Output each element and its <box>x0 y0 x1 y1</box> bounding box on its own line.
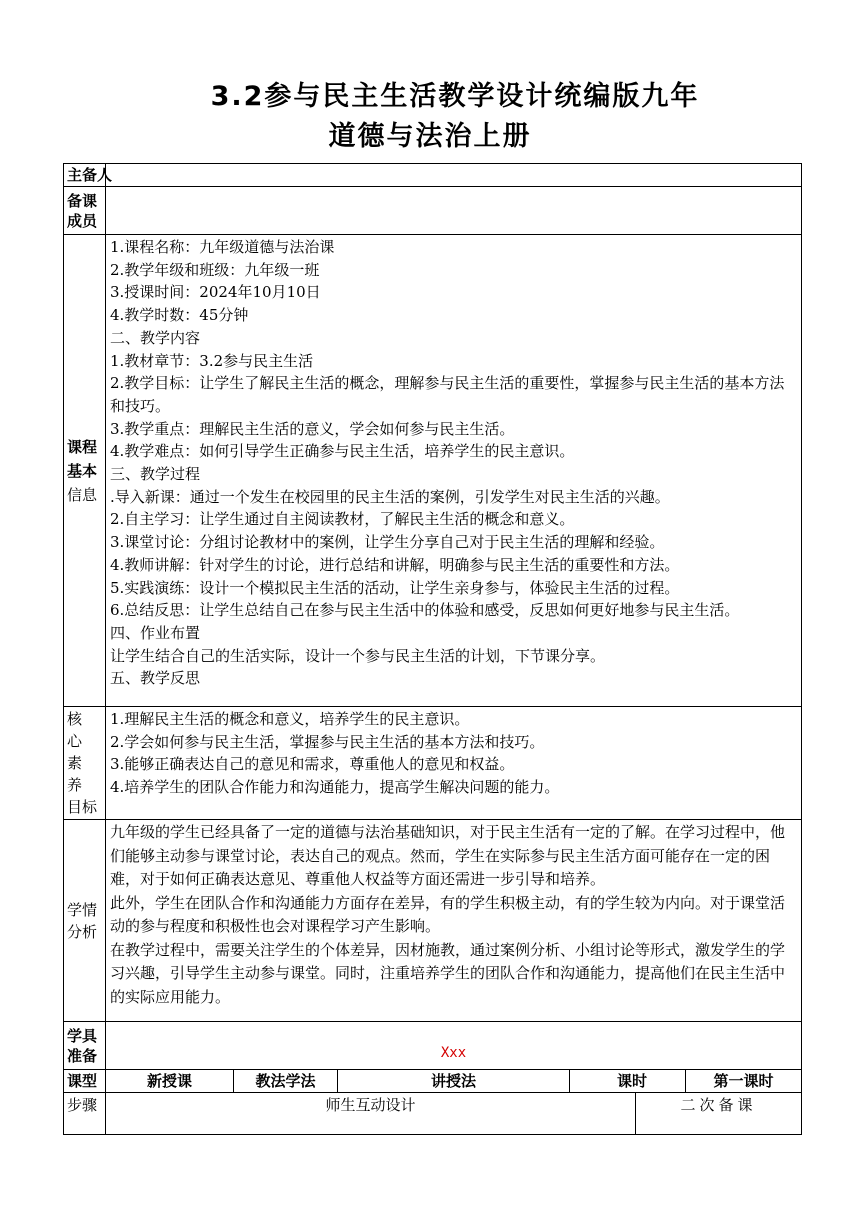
steps-label: 步骤 <box>64 1093 106 1135</box>
tools-label-2: 准备 <box>67 1046 98 1065</box>
basic-line: 2.教学年级和班级：九年级一班 <box>110 260 320 279</box>
row-tools <box>64 1022 802 1070</box>
row-host <box>64 164 802 187</box>
core-label-1: 核心 <box>67 710 93 750</box>
basic-line: 5.实践演练：设计一个模拟民主生活的活动，让学生亲身参与，体验民主生活的过程。 <box>110 578 680 597</box>
basic-line: 1.课程名称：九年级道德与法治课 <box>110 238 335 256</box>
core-literacy-content <box>106 707 802 820</box>
core-line: 2.学会如何参与民主生活，掌握参与民主生活的基本方法和技巧。 <box>110 732 545 751</box>
row-steps <box>64 1093 802 1135</box>
document-title-line-2: 道德与法治上册 <box>328 121 532 152</box>
analysis-paragraph: 在教学过程中，需要关注学生的个体差异，因材施教，通过案例分析、小组讨论等形式，激发学生的学习兴趣，引导学生主动参与课堂。同时，注重培养学生的团队合作和沟通能力，提高他们在民主生活中的实际应用能力。 <box>110 940 786 1006</box>
analysis-content <box>106 820 802 1022</box>
core-line: 4.培养学生的团队合作能力和沟通能力，提高学生解决问题的能力。 <box>110 778 560 797</box>
basic-line: 1.教材章节：3.2参与民主生活 <box>110 351 314 370</box>
basic-info-label-3: 信息 <box>67 485 98 504</box>
lesson-type-label: 课型 <box>64 1070 106 1093</box>
members-label <box>64 187 106 235</box>
method-value: 讲授法 <box>338 1070 570 1093</box>
hours-label: 课时 <box>570 1070 686 1093</box>
basic-line: 4.教学时数：45分钟 <box>110 306 249 325</box>
hours-value: 第一课时 <box>686 1070 802 1093</box>
document-title-line-1: 3.2参与民主生活教学设计统编版九年 <box>210 81 700 112</box>
basic-line: 3.教学重点：理解民主生活的意义，学会如何参与民主生活。 <box>110 419 515 438</box>
design-label: 师生互动设计 <box>106 1093 636 1135</box>
basic-line: 4.教师讲解：针对学生的讨论，进行总结和讲解，明确参与民主生活的重要性和方法。 <box>110 555 680 574</box>
analysis-label <box>64 820 106 1022</box>
basic-line: 4.教学难点：如何引导学生正确参与民主生活，培养学生的民主意识。 <box>110 442 575 461</box>
core-literacy-label <box>64 707 106 820</box>
analysis-paragraph: 九年级的学生已经具备了一定的道德与法治基础知识，对于民主生活有一定的了解。在学习过程中，他们能够主动参与课堂讨论，表达自己的观点。然而，学生在实际参与民主生活方面可能存在一定的困难，对于如何正确表达意见、尊重他人权益等方面还需进一步引导和培养。 <box>110 823 786 888</box>
row-analysis <box>64 820 802 1022</box>
core-label-2: 素养 <box>67 754 93 794</box>
lesson-plan-table <box>63 163 802 1135</box>
basic-info-content <box>106 235 802 707</box>
basic-line: 3.授课时间：2024年10月10日 <box>110 283 321 302</box>
core-line: 3.能够正确表达自己的意见和需求，尊重他人的意见和权益。 <box>110 755 515 774</box>
core-label-3: 目标 <box>67 798 98 816</box>
basic-line: 让学生结合自己的生活实际，设计一个参与民主生活的计划，下节课分享。 <box>110 646 606 665</box>
basic-line: 二、教学内容 <box>110 328 201 347</box>
basic-line: 三、教学过程 <box>110 465 201 484</box>
analysis-label-1: 学情 <box>67 900 98 919</box>
basic-info-label-1: 课程 <box>67 437 98 456</box>
tools-value: Xxx <box>106 1022 802 1070</box>
basic-line: 五、教学反思 <box>110 669 201 688</box>
second-prep-label: 二次备课 <box>636 1093 802 1135</box>
basic-line: 四、作业布置 <box>110 623 201 642</box>
host-value <box>106 164 802 187</box>
basic-line: .导入新课：通过一个发生在校园里的民主生活的案例，引发学生对民主生活的兴趣。 <box>110 487 670 506</box>
tools-label <box>64 1022 106 1070</box>
basic-line: 3.课堂讨论：分组讨论教材中的案例，让学生分享自己对于民主生活的理解和经验。 <box>110 533 665 552</box>
members-value <box>106 187 802 235</box>
core-line: 1.理解民主生活的概念和意义，培养学生的民主意识。 <box>110 710 470 728</box>
host-label: 主备人 <box>64 164 106 187</box>
analysis-paragraph: 此外，学生在团队合作和沟通能力方面存在差异，有的学生积极主动，有的学生较为内向。对于课堂活动的参与程度和积极性也会对课程学习产生影响。 <box>110 893 786 935</box>
members-label-2: 成员 <box>67 211 98 230</box>
row-basic-info <box>64 235 802 707</box>
row-members <box>64 187 802 235</box>
method-label: 教法学法 <box>234 1070 338 1093</box>
analysis-label-2: 分析 <box>67 922 98 941</box>
members-label-1: 备课 <box>67 191 98 210</box>
row-lesson-type <box>64 1070 802 1093</box>
lesson-type-value: 新授课 <box>106 1070 234 1093</box>
basic-line: 2.自主学习：让学生通过自主阅读教材，了解民主生活的概念和意义。 <box>110 510 575 529</box>
basic-info-label <box>64 235 106 707</box>
basic-line: 6.总结反思：让学生总结自己在参与民主生活中的体验和感受，反思如何更好地参与民主生活。 <box>110 601 740 620</box>
row-core-literacy <box>64 707 802 820</box>
basic-line: 2.教学目标：让学生了解民主生活的概念，理解参与民主生活的重要性，掌握参与民主生活的基本方法和技巧。 <box>110 374 785 415</box>
tools-label-1: 学具 <box>67 1026 98 1045</box>
basic-info-label-2: 基本 <box>67 461 98 480</box>
